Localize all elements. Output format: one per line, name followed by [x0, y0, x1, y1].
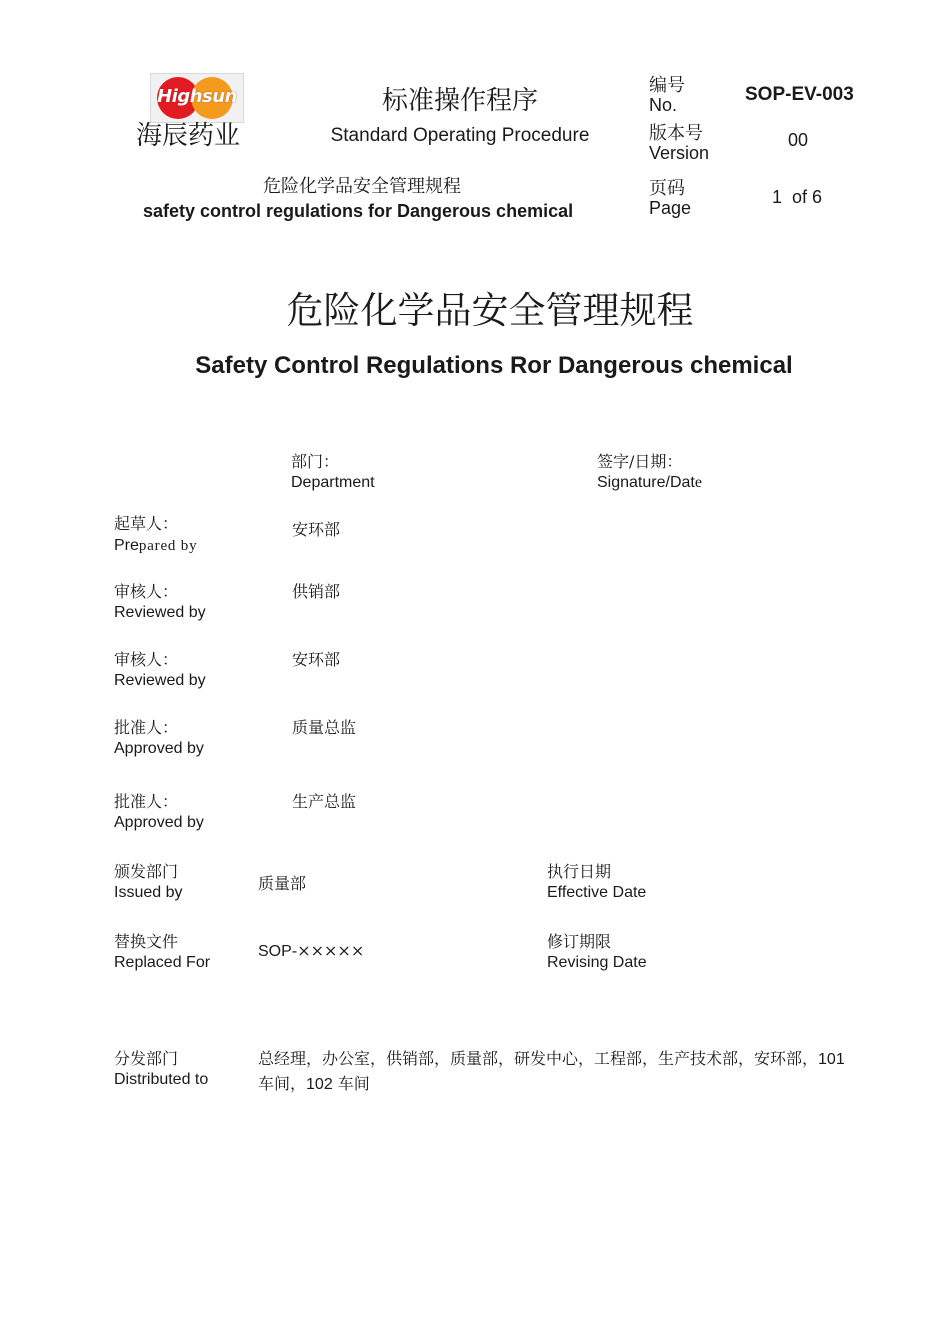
company-name: 海辰药业	[136, 121, 241, 151]
role-label-en: Approved by	[114, 814, 204, 831]
distributed-to-num2: 102	[306, 1076, 333, 1093]
no-label-cn: 编号	[649, 75, 685, 96]
page-label-cn: 页码	[649, 178, 685, 199]
main-title-cn: 危险化学品安全管理规程	[286, 289, 694, 332]
department-header-cn: 部门：	[291, 452, 340, 471]
doc-number: SOP-EV-003	[745, 84, 854, 105]
issued-by-label-en: Issued by	[114, 884, 183, 901]
role-label-cn: 批准人：	[114, 718, 179, 737]
signature-header-en-part2: e	[694, 474, 702, 491]
replaced-for-label-en: Replaced For	[114, 954, 211, 971]
role-department: 生产总监	[292, 792, 357, 811]
doc-title-cn: 危险化学品安全管理规程	[263, 176, 461, 197]
no-label-en: No.	[649, 95, 678, 115]
page-value: 1 of 6	[772, 187, 823, 207]
replaced-for-label-cn: 替换文件	[114, 932, 179, 951]
revising-date-label-en: Revising Date	[547, 954, 647, 971]
signature-header-cn: 签字/日期：	[597, 452, 683, 471]
signature-header-en	[597, 474, 702, 492]
replaced-for-value	[258, 941, 364, 961]
version-value: 00	[788, 130, 809, 150]
role-label-cn: 起草人：	[114, 514, 179, 533]
signature-header-en-part1: Signature/Dat	[597, 474, 695, 491]
version-label-en: Version	[649, 143, 710, 163]
role-department: 质量总监	[292, 718, 357, 737]
effective-date-label-cn: 执行日期	[547, 862, 612, 881]
issued-by-label-cn: 颁发部门	[114, 862, 179, 881]
role-department: 安环部	[292, 650, 341, 669]
page-label-en: Page	[649, 198, 692, 218]
distributed-to-line2-a: 车间，	[258, 1074, 307, 1093]
department-header-en: Department	[291, 474, 375, 491]
version-label-cn: 版本号	[649, 123, 703, 144]
role-label-en: Approved by	[114, 740, 204, 757]
role-label-cn: 审核人：	[114, 650, 179, 669]
role-department: 供销部	[292, 582, 341, 601]
replaced-for-value-suffix: -×××××	[291, 941, 365, 960]
main-title-en: Safety Control Regulations Ror Dangerous chemical	[195, 352, 793, 379]
distributed-to-label-en: Distributed to	[114, 1071, 209, 1088]
role-label-en-part2: pared by	[138, 538, 198, 554]
issued-by-value: 质量部	[258, 874, 307, 893]
role-label-en: Reviewed by	[114, 672, 206, 689]
sop-title-en: Standard Operating Procedure	[330, 125, 590, 146]
distributed-to-line2-b: 车间	[332, 1074, 370, 1093]
logo-wordmark: Highsun	[157, 86, 237, 107]
role-label-en: Reviewed by	[114, 604, 206, 621]
distributed-to-line2	[258, 1071, 370, 1094]
distributed-to-label-cn: 分发部门	[114, 1049, 179, 1068]
role-label-cn: 批准人：	[114, 792, 179, 811]
role-label-en-part1: Pre	[114, 537, 139, 554]
distributed-to-list: 总经理，办公室，供销部，质量部，研发中心，工程部，生产技术部，安环部，	[258, 1049, 819, 1068]
doc-title-en: safety control regulations for Dangerous chemical	[143, 201, 574, 221]
role-label-cn: 审核人：	[114, 582, 179, 601]
sop-title-cn: 标准操作程序	[381, 86, 538, 116]
distributed-to-num1: 101	[818, 1051, 845, 1068]
role-label-en	[114, 537, 197, 555]
role-department: 安环部	[292, 520, 341, 539]
revising-date-label-cn: 修订期限	[547, 932, 612, 951]
replaced-for-value-prefix: SOP	[258, 943, 292, 960]
distributed-to-line1	[258, 1046, 845, 1069]
effective-date-label-en: Effective Date	[547, 884, 647, 901]
